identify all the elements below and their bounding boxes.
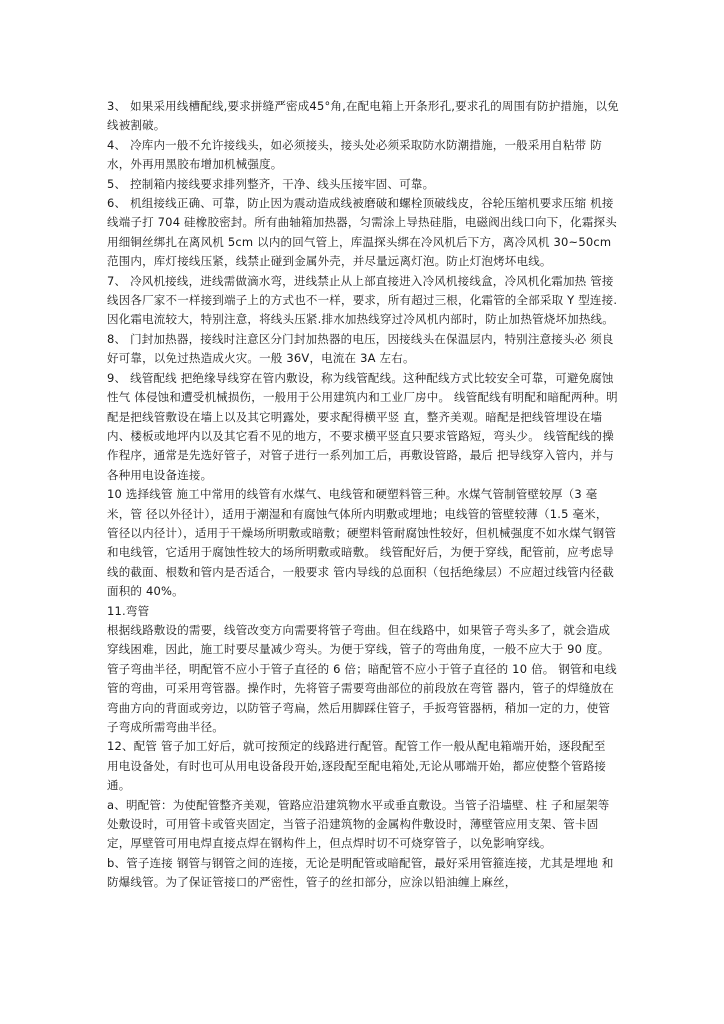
paragraph-11-bending-body: 根据线路敷设的需要，线管改变方向需要将管子弯曲。但在线路中，如果管子弯头多了，就会造成穿线困难，因此，施工时要尽量减少弯头。为便于穿线，管子的弯曲角度，一般不应大于 90 度。管子弯曲半径，明配管不应小于管子直径的 6 倍；暗配管不应小于管子直径的 10 倍。 钢管和电线管的弯曲，可采用弯管器。操作时，先将管子需要弯曲部位的前段放在弯管 器内，管子的焊缝放在弯曲方向的背面或旁边，以防管子弯扁，然后用脚踩住管子，手扳弯管器柄，稍加一定的力，使管子弯成所需弯曲半径。 [107, 622, 617, 734]
paragraph-7-cooler-wiring: 7、 冷风机接线，进线需做滴水弯，进线禁止从上部直接进入冷风机接线盒，冷风机化霜加热 管接线因各厂家不一样接到端子上的方式也不一样，要求，所有超过三根，化霜管的全部采取 Y 型连接.因化霜电流较大，特别注意，将线头压紧.排水加热线穿过冷风机内部时，防止加热管烧坏加热线。 [107, 273, 618, 327]
paragraph-6-unit-wiring: 6、 机组接线正确、可靠，防止因为震动造成线被磨破和螺栓顶破线皮，谷轮压缩机要求压缩 机接线端子打 704 硅橡胶密封。所有曲轴箱加热器，匀需涂上导热硅脂，电磁阀出线口向下，化霜探头用细铜丝绑扎在离风机 5cm 以内的回气管上，库温探头绑在冷风机后下方，离冷风机 30~50cm 范围内，库灯接线压紧，线禁止碰到金属外壳，并尽量远离灯泡。防止灯泡烤坏电线。 [107, 196, 617, 269]
section-heading-11-bending: 11.弯管 [107, 603, 150, 618]
paragraph-4-cold-storage-joints: 4、 冷库内一般不允许接线头，如必须接头，接头处必须采取防水防潮措施，一般采用自粘带 防水，外再用黑胶布增加机械强度。 [107, 137, 602, 172]
paragraph-12b-pipe-connection: b、管子连接 钢管与钢管之间的连接，无论是明配管或暗配管，最好采用管箍连接，尤其是埋地 和防爆线管。为了保证管接口的严密性，管子的丝扣部分，应涂以铅油缠上麻丝， [107, 855, 614, 890]
document-page [107, 97, 619, 893]
paragraph-12a-exposed-piping: a、明配管：为使配管整齐美观，管路应沿建筑物水平或垂直敷设。当管子沿墙壁、柱 子和屋架等处敷设时，可用管卡或管夹固定，当管子沿建筑物的金属构件敷设时，薄壁管应用支架、管卡固定，厚壁管可用电焊直接点焊在钢构件上，但点焊时切不可烧穿管子，以免影响穿线。 [107, 797, 610, 851]
paragraph-5-control-box: 5、 控制箱内接线要求排列整齐，干净、线头压接牢固、可靠。 [107, 176, 435, 191]
paragraph-3-wire-trough: 3、 如果采用线槽配线,要求拼缝严密成45°角,在配电箱上开条形孔,要求孔的周围有防护措施，以免线被割破。 [107, 99, 619, 133]
paragraph-8-door-heater: 8、 门封加热器，接线时注意区分门封加热器的电压，因接线头在保温层内，特别注意接头必 须良好可靠，以免过热造成火灾。一般 36V，电流在 3A 左右。 [107, 331, 614, 366]
paragraph-9-conduit-wiring: 9、 线管配线 把绝缘导线穿在管内敷设，称为线管配线。这种配线方式比较安全可靠，可避免腐蚀性气 体侵蚀和遭受机械损伤，一般用于公用建筑内和工业厂房中。 线管配线有明配和暗配两种。明配是把线管敷设在墙上以及其它明露处，要求配得横平竖 直，整齐美观。暗配是把线管埋设在墙内、楼板或地坪内以及其它看不见的地方，不要求横平竖直只要求管路短，弯头少。 线管配线的操作程序，通常是先选好管子，对管子进行一系列加工后，再敷设管路，最后 把导线穿入管内，并与各种用电设备连接。 [107, 370, 618, 482]
paragraph-10-select-conduit: 10 选择线管 施工中常用的线管有水煤气、电线管和硬塑料管三种。水煤气管制管壁较厚（3 毫米，管 径以外径计），适用于潮湿和有腐蚀气体所内明敷或埋地；电线管的管壁较薄（1.5 毫米，管径以内径计），适用于干燥场所明敷或暗敷；硬塑料管耐腐蚀性较好，但机械强度不如水煤气钢管和电线管，它适用于腐蚀性较大的场所明敷或暗敷。 线管配好后，为便于穿线，配管前，应考虑导线的截面、根数和管内是否适合，一般要求 管内导线的总面积（包括绝缘层）不应超过线管内径截面积的 40%。 [107, 487, 617, 599]
paragraph-12-piping: 12、配管 管子加工好后，就可按预定的线路进行配管。配管工作一般从配电箱端开始，逐段配至 用电设备处，有时也可从用电设备段开始,逐段配至配电箱处,无论从哪端开始，都应使整个管路接通。 [107, 739, 607, 793]
